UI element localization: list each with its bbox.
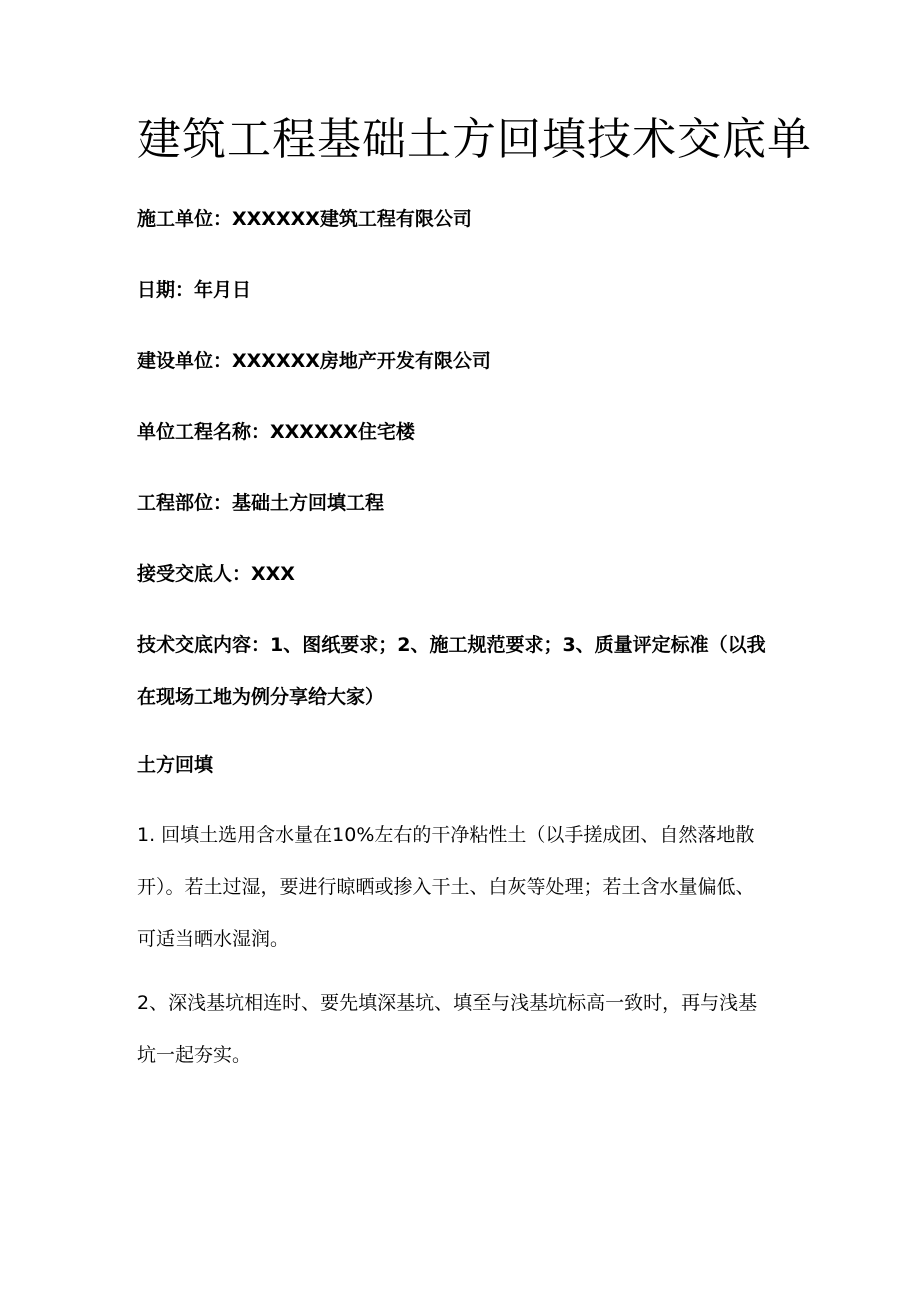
item-2-line: 坑一起夯实。: [137, 1044, 252, 1066]
construction-unit-field: 施工单位：XXXXXX建筑工程有限公司: [137, 208, 472, 230]
project-name-field: 单位工程名称：XXXXXX住宅楼: [137, 421, 415, 443]
document-title: 建筑工程基础土方回填技术交底单: [137, 114, 812, 165]
item-1-line: 开）。若土过湿，要进行晾晒或掺入干土、白灰等处理；若土含水量偏低、: [137, 876, 755, 898]
project-part-field: 工程部位：基础土方回填工程: [137, 492, 385, 514]
item-1-line: 可适当晒水湿润。: [137, 928, 290, 950]
technical-content-line: 技术交底内容：1、图纸要求；2、施工规范要求；3、质量评定标准（以我: [137, 634, 766, 656]
date-field: 日期：年月日: [137, 279, 252, 301]
item-1-line: 1. 回填土选用含水量在10%左右的干净粘性土（以手搓成团、自然落地散: [137, 824, 755, 846]
developer-unit-field: 建设单位：XXXXXX房地产开发有限公司: [137, 350, 491, 372]
section-heading: 土方回填: [137, 754, 214, 776]
technical-content-paragraph: [137, 630, 797, 734]
item-2-paragraph: [137, 988, 797, 1092]
item-1-paragraph: [137, 820, 797, 976]
item-2-line: 2、深浅基坑相连时、要先填深基坑、填至与浅基坑标高一致时，再与浅基: [137, 992, 758, 1014]
recipient-field: 接受交底人：XXX: [137, 563, 295, 585]
technical-content-line: 在现场工地为例分享给大家）: [137, 686, 385, 708]
